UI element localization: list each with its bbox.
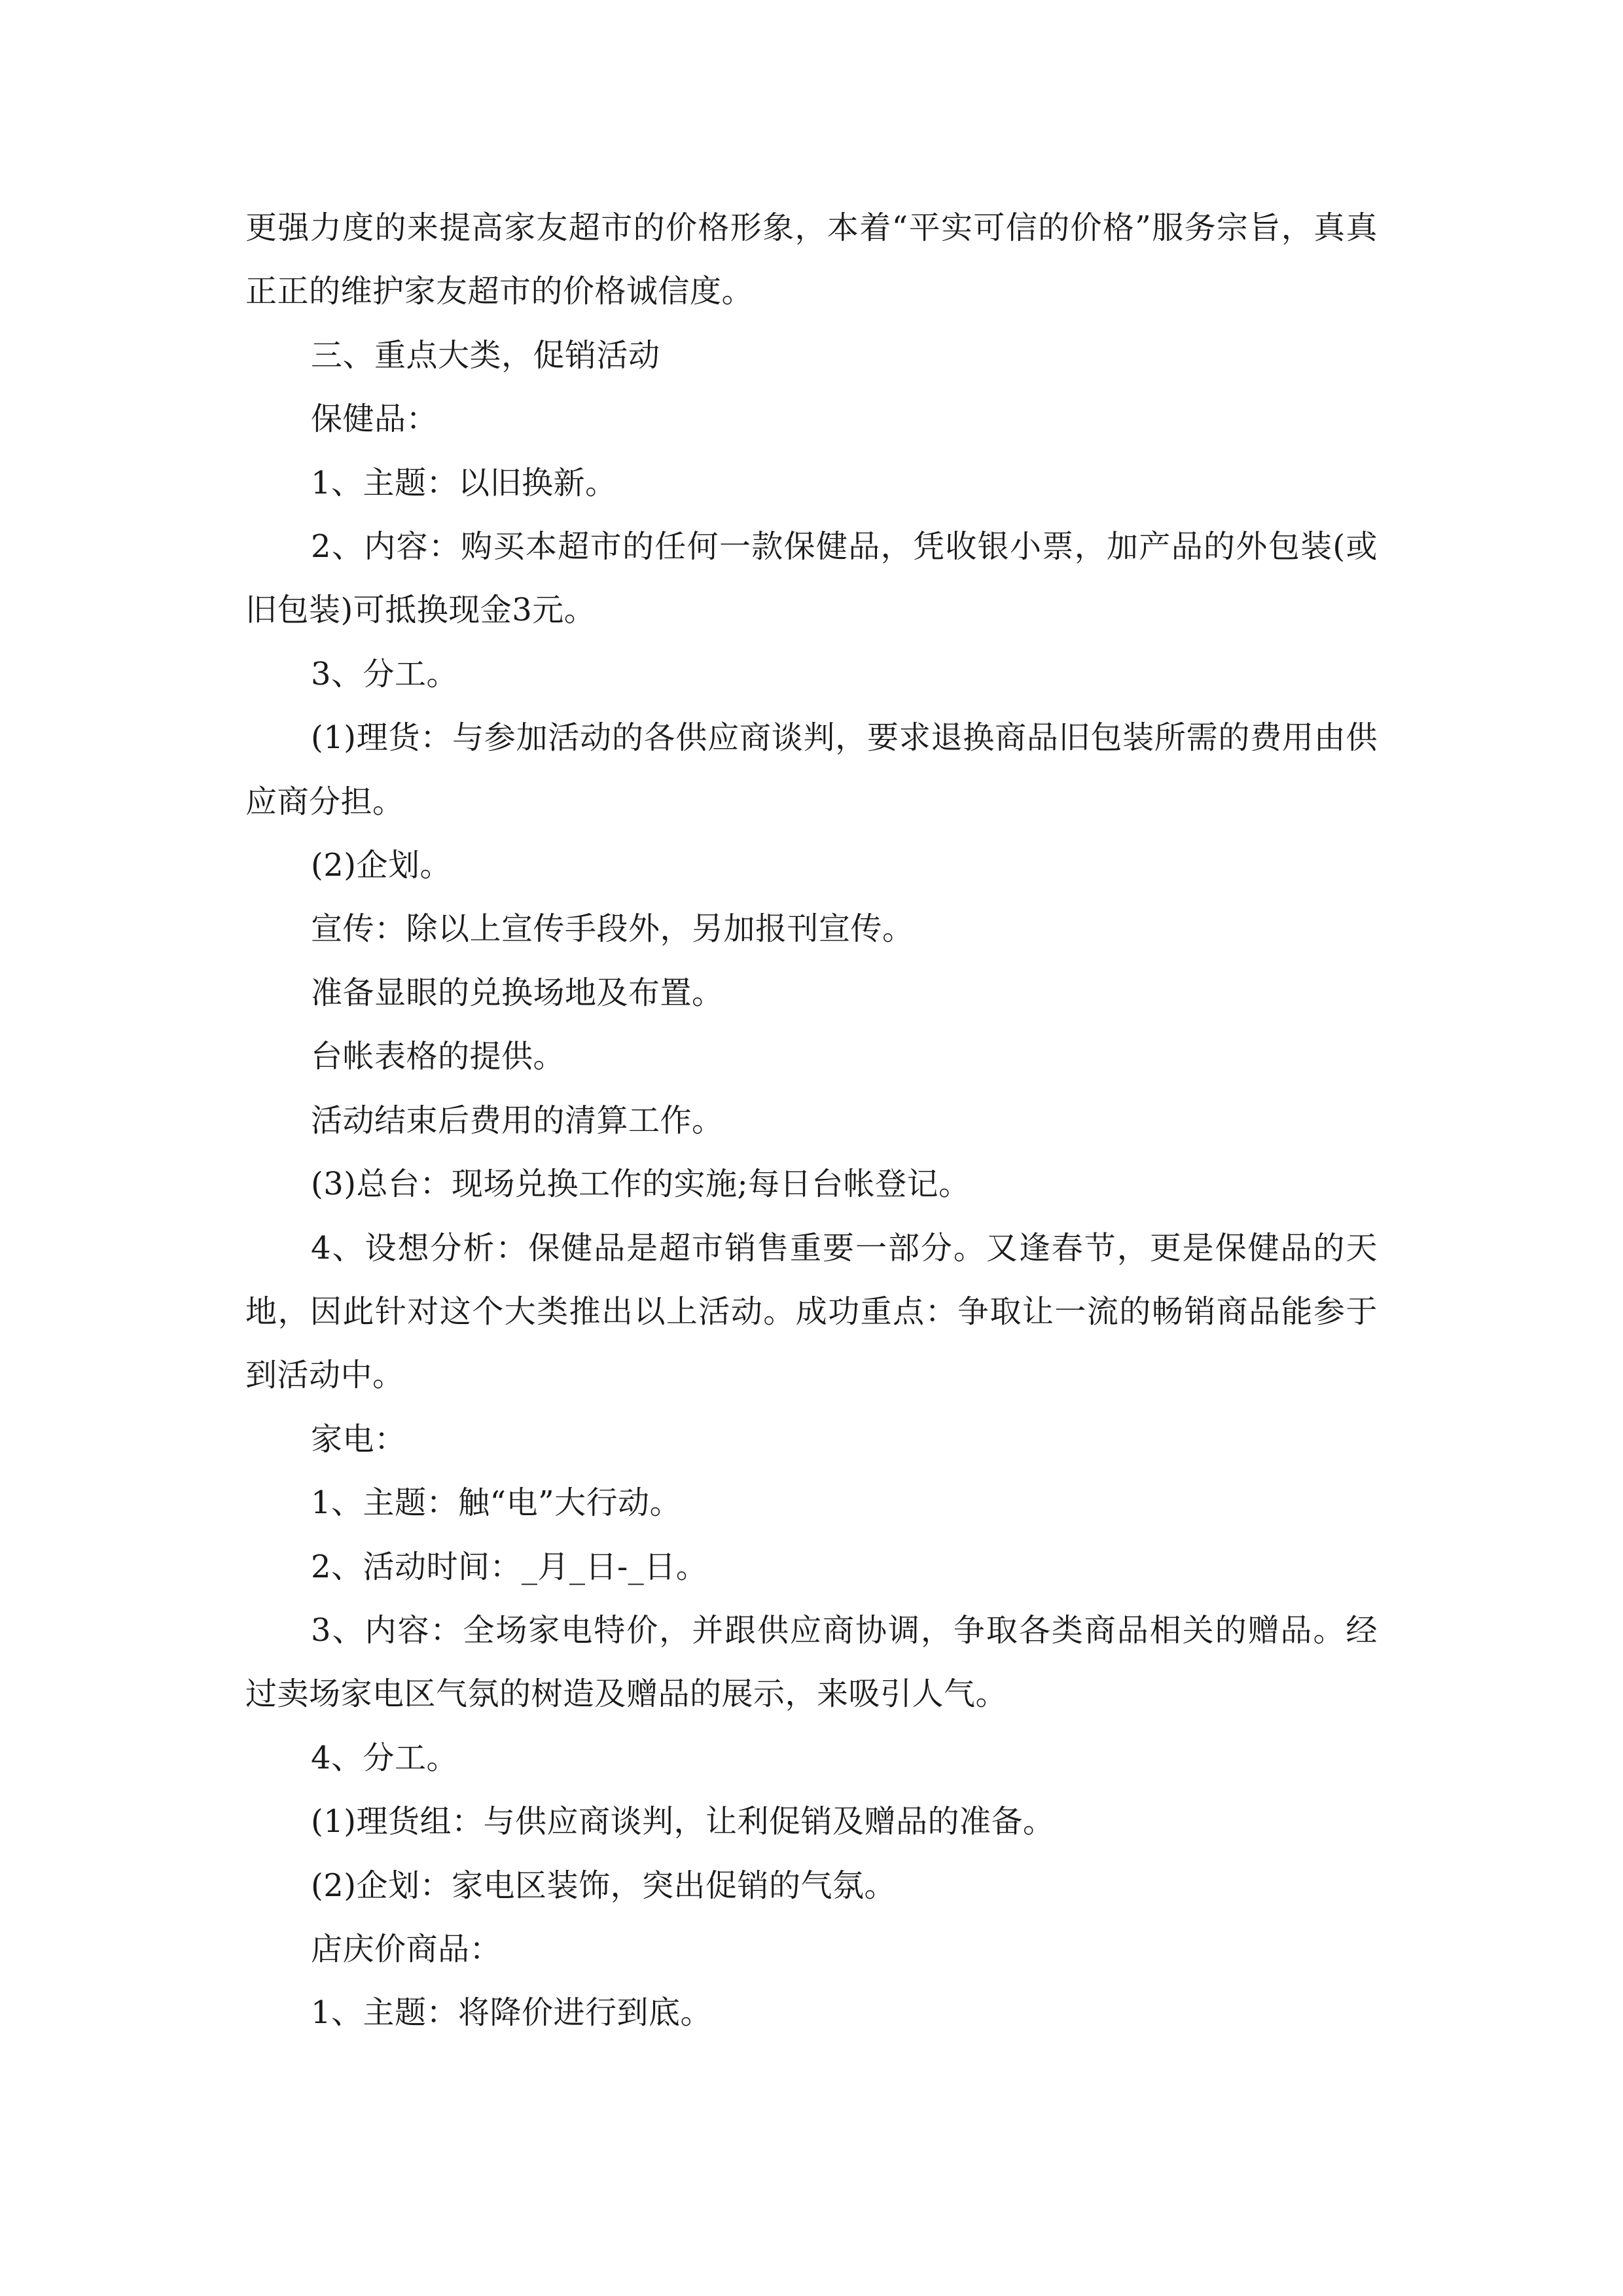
paragraph: 3、分工。	[311, 655, 459, 692]
paragraph: 更强力度的来提高家友超市的价格形象，本着“平实可信的价格”服务宗旨，真真正正的维护家友超市的价格诚信度。	[245, 209, 1378, 310]
category-heading: 店庆价商品：	[311, 1930, 502, 1967]
paragraph: 2、活动时间：_月_日-_日。	[311, 1548, 708, 1585]
paragraph: 4、分工。	[311, 1739, 459, 1776]
paragraph: (3)总台：现场兑换工作的实施;每日台帐登记。	[311, 1166, 971, 1203]
paragraph: (2)企划：家电区装饰，突出促销的气氛。	[311, 1867, 896, 1904]
paragraph: 1、主题：触“电”大行动。	[311, 1484, 682, 1522]
document-body	[245, 196, 1378, 2045]
paragraph: 2、内容：购买本超市的任何一款保健品，凭收银小票，加产品的外包装(或旧包装)可抵换现金3元。	[245, 528, 1378, 629]
category-heading: 保健品：	[311, 401, 438, 438]
paragraph: 1、主题：将降价进行到底。	[311, 1994, 713, 2032]
paragraph: 4、设想分析：保健品是超市销售重要一部分。又逢春节，更是保健品的天地，因此针对这个大类推出以上活动。成功重点：争取让一流的畅销商品能参于到活动中。	[245, 1229, 1378, 1394]
paragraph: 宣传：除以上宣传手段外，另加报刊宣传。	[311, 910, 914, 948]
paragraph: 活动结束后费用的清算工作。	[311, 1102, 724, 1139]
paragraph: 台帐表格的提供。	[311, 1038, 565, 1075]
paragraph: (1)理货组：与供应商谈判，让利促销及赠品的准备。	[311, 1803, 1055, 1840]
paragraph: 3、内容：全场家电特价，并跟供应商协调，争取各类商品相关的赠品。经过卖场家电区气氛的树造及赠品的展示，来吸引人气。	[245, 1611, 1378, 1713]
category-heading: 家电：	[311, 1420, 406, 1458]
paragraph: (2)企划。	[311, 847, 452, 884]
paragraph: (1)理货：与参加活动的各供应商谈判，要求退换商品旧包装所需的费用由供应商分担。	[245, 719, 1378, 820]
section-heading: 三、重点大类，促销活动	[311, 336, 660, 374]
paragraph: 1、主题：以旧换新。	[311, 464, 617, 501]
paragraph: 准备显眼的兑换场地及布置。	[311, 974, 724, 1011]
